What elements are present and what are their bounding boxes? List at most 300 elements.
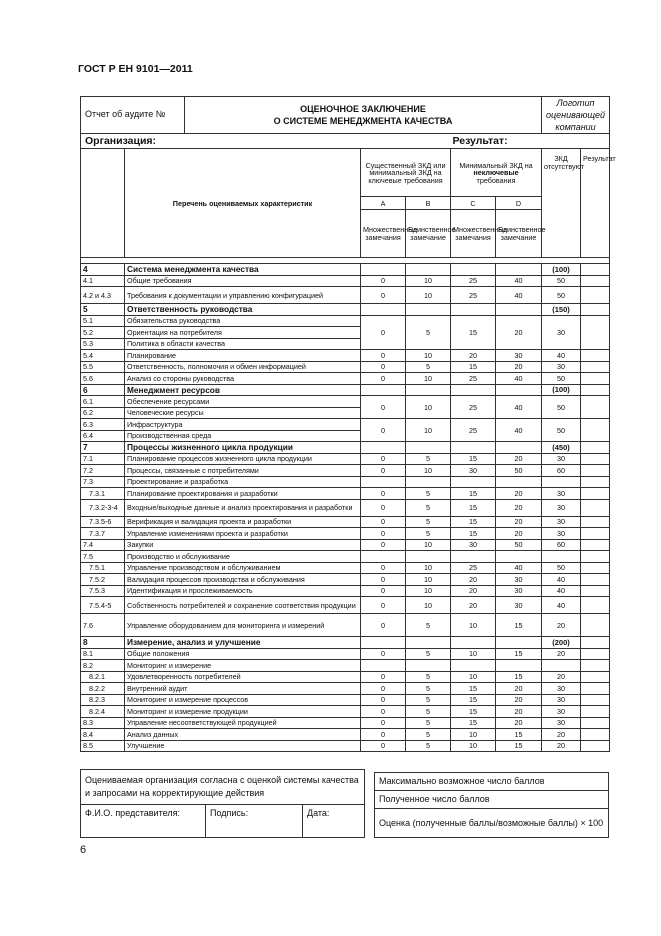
agreement-text: Оцениваемая организация согласна с оценкой системы качества и запросами на корректирующие действия xyxy=(81,770,365,805)
score-col-2 xyxy=(406,551,451,563)
score-col-2: 5 xyxy=(406,453,451,465)
score-col-4: 20 xyxy=(496,694,542,706)
score-col-1: 0 xyxy=(361,574,406,586)
score-col-2 xyxy=(406,637,451,649)
score-col-5: 50 xyxy=(542,275,581,287)
score-col-5: 20 xyxy=(542,729,581,741)
row-name: Улучшение xyxy=(125,740,361,752)
result-cell xyxy=(581,551,610,563)
col-a-desc: Множественные замечания xyxy=(361,210,406,258)
row-name: Планирование xyxy=(125,350,361,362)
row-number: 7.5.4-5 xyxy=(81,597,125,614)
result-cell xyxy=(581,729,610,741)
score-col-3: 15 xyxy=(451,717,496,729)
score-col-4 xyxy=(496,551,542,563)
row-number: 7.5.3 xyxy=(81,585,125,597)
row-name: Идентификация и прослеживаемость xyxy=(125,585,361,597)
row-name: Производственная среда xyxy=(125,430,361,442)
result-column-header: Результат xyxy=(581,149,610,258)
row-name: Анализ со стороны руководства xyxy=(125,373,361,385)
result-label: Результат: xyxy=(361,134,610,149)
col-d-label: D xyxy=(496,197,542,210)
score-col-3: 25 xyxy=(451,562,496,574)
score-col-4: 30 xyxy=(496,350,542,362)
result-cell xyxy=(581,528,610,540)
result-cell xyxy=(581,465,610,477)
result-cell xyxy=(581,660,610,672)
score-col-2: 5 xyxy=(406,614,451,637)
score-col-5: 50 xyxy=(542,562,581,574)
score-col-4: 40 xyxy=(496,562,542,574)
score-col-5: 30 xyxy=(542,683,581,695)
score-col-1: 0 xyxy=(361,287,406,304)
score-col-3: 30 xyxy=(451,539,496,551)
row-number: 4.1 xyxy=(81,275,125,287)
score-formula-label: Оценка (полученные баллы/возможные баллы) × 100 xyxy=(375,809,609,838)
result-cell xyxy=(581,694,610,706)
score-col-5: 30 xyxy=(542,694,581,706)
score-col-3 xyxy=(451,660,496,672)
score-col-3 xyxy=(451,264,496,276)
score-col-3: 15 xyxy=(451,488,496,500)
score-col-2: 5 xyxy=(406,361,451,373)
obtained-score-label: Полученное число баллов xyxy=(375,791,609,809)
score-col-4: 20 xyxy=(496,528,542,540)
score-col-1: 0 xyxy=(361,488,406,500)
row-name: Проектирование и разработка xyxy=(125,476,361,488)
score-col-5: 40 xyxy=(542,597,581,614)
score-col-1 xyxy=(361,551,406,563)
score-col-3: 15 xyxy=(451,706,496,718)
score-col-4: 15 xyxy=(496,740,542,752)
row-number: 6.3 xyxy=(81,419,125,431)
score-col-1: 0 xyxy=(361,396,406,419)
score-col-4 xyxy=(496,660,542,672)
row-name: Общие требования xyxy=(125,275,361,287)
row-number: 4 xyxy=(81,264,125,276)
table-row xyxy=(81,419,610,431)
result-cell xyxy=(581,706,610,718)
row-number: 7.3.2-3-4 xyxy=(81,499,125,516)
score-col-1: 0 xyxy=(361,562,406,574)
table-row xyxy=(81,729,610,741)
score-col-3: 10 xyxy=(451,648,496,660)
result-cell xyxy=(581,476,610,488)
table-row xyxy=(81,562,610,574)
row-name: Управление оборудованием для мониторинга и измерений xyxy=(125,614,361,637)
score-col-2: 5 xyxy=(406,694,451,706)
table-row xyxy=(81,315,610,327)
score-col-3: 25 xyxy=(451,275,496,287)
result-cell xyxy=(581,488,610,500)
score-col-5: 40 xyxy=(542,574,581,586)
table-row xyxy=(81,551,610,563)
score-col-2: 5 xyxy=(406,516,451,528)
row-number: 7.2 xyxy=(81,465,125,477)
table-row xyxy=(81,585,610,597)
score-col-2: 5 xyxy=(406,488,451,500)
score-col-1: 0 xyxy=(361,361,406,373)
conclusion-title: ОЦЕНОЧНОЕ ЗАКЛЮЧЕНИЕ О СИСТЕМЕ МЕНЕДЖМЕНТА КАЧЕСТВА xyxy=(185,97,542,134)
row-number: 6.4 xyxy=(81,430,125,442)
result-cell xyxy=(581,396,610,419)
table-row xyxy=(81,694,610,706)
score-col-4: 40 xyxy=(496,419,542,442)
score-col-3: 15 xyxy=(451,499,496,516)
score-col-2: 10 xyxy=(406,275,451,287)
representative-name-field: Ф.И.О. представителя: xyxy=(81,805,206,838)
no-nc-header: ЗКД отсутствуют xyxy=(542,149,581,258)
row-name: Управление несоответствующей продукцией xyxy=(125,717,361,729)
score-col-4: 20 xyxy=(496,683,542,695)
score-col-5: 50 xyxy=(542,373,581,385)
result-cell xyxy=(581,350,610,362)
score-col-3: 15 xyxy=(451,528,496,540)
row-number: 7.3.7 xyxy=(81,528,125,540)
row-number: 7.5.1 xyxy=(81,562,125,574)
row-name: Собственность потребителей и сохранение соответствия продукции xyxy=(125,597,361,614)
result-cell xyxy=(581,275,610,287)
score-col-4: 40 xyxy=(496,373,542,385)
score-col-4: 20 xyxy=(496,453,542,465)
score-col-1: 0 xyxy=(361,671,406,683)
score-col-2: 5 xyxy=(406,717,451,729)
assessment-table xyxy=(80,96,616,752)
result-cell xyxy=(581,453,610,465)
row-name: Входные/выходные данные и анализ проектирования и разработки xyxy=(125,499,361,516)
col-a-label: А xyxy=(361,197,406,210)
score-col-5: 20 xyxy=(542,648,581,660)
score-col-2: 10 xyxy=(406,287,451,304)
score-col-3: 15 xyxy=(451,694,496,706)
table-row xyxy=(81,488,610,500)
score-col-2 xyxy=(406,384,451,396)
row-number: 7 xyxy=(81,442,125,454)
table-row xyxy=(81,671,610,683)
row-number: 7.5 xyxy=(81,551,125,563)
score-col-5 xyxy=(542,660,581,672)
score-col-1: 0 xyxy=(361,315,406,350)
score-col-1 xyxy=(361,660,406,672)
max-score-label: Максимально возможное число баллов xyxy=(375,773,609,791)
row-number: 5.5 xyxy=(81,361,125,373)
score-col-2: 5 xyxy=(406,683,451,695)
score-col-4 xyxy=(496,442,542,454)
score-col-5: (100) xyxy=(542,384,581,396)
row-name: Мониторинг и измерение продукции xyxy=(125,706,361,718)
col-c-desc: Множественные замечания xyxy=(451,210,496,258)
col-b-desc: Единственное замечание xyxy=(406,210,451,258)
row-name: Управление изменениями проекта и разработки xyxy=(125,528,361,540)
row-number: 8.2.2 xyxy=(81,683,125,695)
score-col-1: 0 xyxy=(361,683,406,695)
result-cell xyxy=(581,315,610,350)
result-cell xyxy=(581,648,610,660)
score-col-3: 25 xyxy=(451,396,496,419)
score-col-1: 0 xyxy=(361,717,406,729)
score-col-4 xyxy=(496,637,542,649)
col-d-desc: Единственное замечание xyxy=(496,210,542,258)
score-col-2: 10 xyxy=(406,396,451,419)
score-col-4: 30 xyxy=(496,597,542,614)
score-col-2: 10 xyxy=(406,465,451,477)
score-col-2: 10 xyxy=(406,350,451,362)
row-number: 5.3 xyxy=(81,338,125,350)
score-col-4 xyxy=(496,304,542,316)
score-col-5: 20 xyxy=(542,671,581,683)
row-name: Обязательства руководства xyxy=(125,315,361,327)
result-cell xyxy=(581,499,610,516)
score-col-3 xyxy=(451,304,496,316)
section-row xyxy=(81,384,610,396)
score-col-1 xyxy=(361,476,406,488)
table-row xyxy=(81,275,610,287)
organization-label: Организация: xyxy=(81,134,361,149)
score-col-5: 40 xyxy=(542,350,581,362)
row-name: Ответственность руководства xyxy=(125,304,361,316)
row-number: 6.1 xyxy=(81,396,125,408)
report-number-label: Отчет об аудите № xyxy=(81,97,185,134)
score-col-1 xyxy=(361,384,406,396)
col-c-label: С xyxy=(451,197,496,210)
row-number: 7.6 xyxy=(81,614,125,637)
score-col-1: 0 xyxy=(361,465,406,477)
row-number: 6 xyxy=(81,384,125,396)
section-row xyxy=(81,264,610,276)
score-col-2 xyxy=(406,304,451,316)
result-cell xyxy=(581,717,610,729)
row-name: Управление производством и обслуживанием xyxy=(125,562,361,574)
score-col-3: 10 xyxy=(451,671,496,683)
score-col-2: 10 xyxy=(406,539,451,551)
score-col-1: 0 xyxy=(361,528,406,540)
score-col-3: 15 xyxy=(451,315,496,350)
col-b-label: В xyxy=(406,197,451,210)
table-row xyxy=(81,476,610,488)
table-row xyxy=(81,499,610,516)
score-col-1: 0 xyxy=(361,729,406,741)
result-cell xyxy=(581,683,610,695)
row-name: Валидация процессов производства и обслуживания xyxy=(125,574,361,586)
row-number: 8.1 xyxy=(81,648,125,660)
minimal-nc-header: Минимальный ЗКД на неключевые требования xyxy=(451,149,542,197)
row-name: Мониторинг и измерение процессов xyxy=(125,694,361,706)
section-row xyxy=(81,442,610,454)
score-col-5: 30 xyxy=(542,488,581,500)
score-col-5: (150) xyxy=(542,304,581,316)
row-number: 5.6 xyxy=(81,373,125,385)
row-name: Закупки xyxy=(125,539,361,551)
table-row xyxy=(81,574,610,586)
row-number: 7.4 xyxy=(81,539,125,551)
score-col-4: 20 xyxy=(496,361,542,373)
score-col-3: 15 xyxy=(451,453,496,465)
row-name: Обеспечение ресурсами xyxy=(125,396,361,408)
score-col-2: 5 xyxy=(406,315,451,350)
table-row xyxy=(81,350,610,362)
score-col-5: 30 xyxy=(542,453,581,465)
score-col-5: 30 xyxy=(542,499,581,516)
result-cell xyxy=(581,539,610,551)
table-row xyxy=(81,683,610,695)
score-col-3: 15 xyxy=(451,683,496,695)
table-row xyxy=(81,361,610,373)
score-col-3: 15 xyxy=(451,361,496,373)
row-name: Производство и обслуживание xyxy=(125,551,361,563)
score-col-5: 50 xyxy=(542,287,581,304)
row-name: Требования к документации и управлению конфигурацией xyxy=(125,287,361,304)
result-cell xyxy=(581,574,610,586)
score-col-1: 0 xyxy=(361,648,406,660)
table-row xyxy=(81,539,610,551)
score-col-2: 5 xyxy=(406,671,451,683)
score-col-1 xyxy=(361,442,406,454)
result-cell xyxy=(581,614,610,637)
characteristics-list-header: Перечень оцениваемых характеристик xyxy=(125,149,361,258)
score-col-5 xyxy=(542,476,581,488)
score-col-4: 40 xyxy=(496,275,542,287)
row-number: 7.1 xyxy=(81,453,125,465)
score-col-3: 20 xyxy=(451,585,496,597)
table-row xyxy=(81,528,610,540)
row-number: 5.4 xyxy=(81,350,125,362)
score-col-4: 15 xyxy=(496,648,542,660)
section-row xyxy=(81,637,610,649)
table-row xyxy=(81,717,610,729)
score-col-4: 15 xyxy=(496,729,542,741)
score-col-1: 0 xyxy=(361,706,406,718)
score-col-5 xyxy=(542,551,581,563)
score-col-1: 0 xyxy=(361,419,406,442)
row-name: Процессы жизненного цикла продукции xyxy=(125,442,361,454)
score-col-2: 5 xyxy=(406,740,451,752)
score-col-3 xyxy=(451,384,496,396)
score-col-2: 10 xyxy=(406,597,451,614)
row-name: Менеджмент ресурсов xyxy=(125,384,361,396)
score-col-1: 0 xyxy=(361,740,406,752)
score-col-1: 0 xyxy=(361,350,406,362)
row-number: 4.2 и 4.3 xyxy=(81,287,125,304)
score-col-1 xyxy=(361,304,406,316)
score-col-1: 0 xyxy=(361,499,406,516)
row-name: Инфраструктура xyxy=(125,419,361,431)
table-row xyxy=(81,706,610,718)
score-col-3: 30 xyxy=(451,465,496,477)
score-col-3: 10 xyxy=(451,729,496,741)
page-number: 6 xyxy=(80,844,87,856)
table-row xyxy=(81,373,610,385)
score-col-4 xyxy=(496,384,542,396)
table-row xyxy=(81,660,610,672)
score-col-5: (100) xyxy=(542,264,581,276)
row-name: Политика в области качества xyxy=(125,338,361,350)
score-col-4: 50 xyxy=(496,539,542,551)
row-name: Планирование процессов жизненного цикла продукции xyxy=(125,453,361,465)
row-number: 8.2 xyxy=(81,660,125,672)
row-number: 8.4 xyxy=(81,729,125,741)
row-number: 8.5 xyxy=(81,740,125,752)
score-col-5: 30 xyxy=(542,528,581,540)
score-col-2: 5 xyxy=(406,499,451,516)
score-col-1 xyxy=(361,637,406,649)
score-col-2 xyxy=(406,476,451,488)
score-col-2: 5 xyxy=(406,706,451,718)
row-number: 6.2 xyxy=(81,407,125,419)
result-cell xyxy=(581,597,610,614)
score-col-1 xyxy=(361,264,406,276)
score-col-1: 0 xyxy=(361,694,406,706)
result-cell xyxy=(581,740,610,752)
score-col-4: 15 xyxy=(496,671,542,683)
result-cell xyxy=(581,516,610,528)
table-row xyxy=(81,740,610,752)
score-col-5: 30 xyxy=(542,361,581,373)
score-col-2: 5 xyxy=(406,648,451,660)
score-col-5: 60 xyxy=(542,465,581,477)
score-col-5: (200) xyxy=(542,637,581,649)
score-col-3: 10 xyxy=(451,614,496,637)
score-col-4: 30 xyxy=(496,585,542,597)
score-col-1: 0 xyxy=(361,539,406,551)
result-cell xyxy=(581,671,610,683)
row-name: Верификация и валидация проекта и разработки xyxy=(125,516,361,528)
score-col-5: 30 xyxy=(542,315,581,350)
score-col-1: 0 xyxy=(361,373,406,385)
score-col-2: 5 xyxy=(406,528,451,540)
score-col-2 xyxy=(406,660,451,672)
score-col-2: 10 xyxy=(406,574,451,586)
signature-field: Подпись: xyxy=(206,805,303,838)
row-name: Общие положения xyxy=(125,648,361,660)
row-number: 7.3.5-6 xyxy=(81,516,125,528)
score-col-4: 20 xyxy=(496,717,542,729)
result-cell xyxy=(581,384,610,396)
result-cell xyxy=(581,585,610,597)
row-name: Процессы, связанные с потребителями xyxy=(125,465,361,477)
score-col-4: 20 xyxy=(496,488,542,500)
score-col-1: 0 xyxy=(361,275,406,287)
score-col-5: (450) xyxy=(542,442,581,454)
score-col-3: 25 xyxy=(451,287,496,304)
table-row xyxy=(81,465,610,477)
score-col-3 xyxy=(451,551,496,563)
score-col-3: 15 xyxy=(451,516,496,528)
score-col-3: 20 xyxy=(451,597,496,614)
score-col-5: 30 xyxy=(542,516,581,528)
table-row xyxy=(81,287,610,304)
score-col-5: 30 xyxy=(542,706,581,718)
score-col-3: 25 xyxy=(451,419,496,442)
score-col-4: 20 xyxy=(496,516,542,528)
score-col-3 xyxy=(451,476,496,488)
result-cell xyxy=(581,637,610,649)
result-cell xyxy=(581,304,610,316)
score-col-5: 50 xyxy=(542,396,581,419)
score-col-5: 20 xyxy=(542,740,581,752)
table-row xyxy=(81,648,610,660)
row-name: Мониторинг и измерение xyxy=(125,660,361,672)
score-col-3 xyxy=(451,637,496,649)
score-col-4 xyxy=(496,264,542,276)
result-cell xyxy=(581,442,610,454)
score-col-4: 40 xyxy=(496,287,542,304)
row-number: 8.2.3 xyxy=(81,694,125,706)
row-name: Человеческие ресурсы xyxy=(125,407,361,419)
score-col-4 xyxy=(496,476,542,488)
row-number: 7.3 xyxy=(81,476,125,488)
score-col-1: 0 xyxy=(361,453,406,465)
score-col-1: 0 xyxy=(361,597,406,614)
